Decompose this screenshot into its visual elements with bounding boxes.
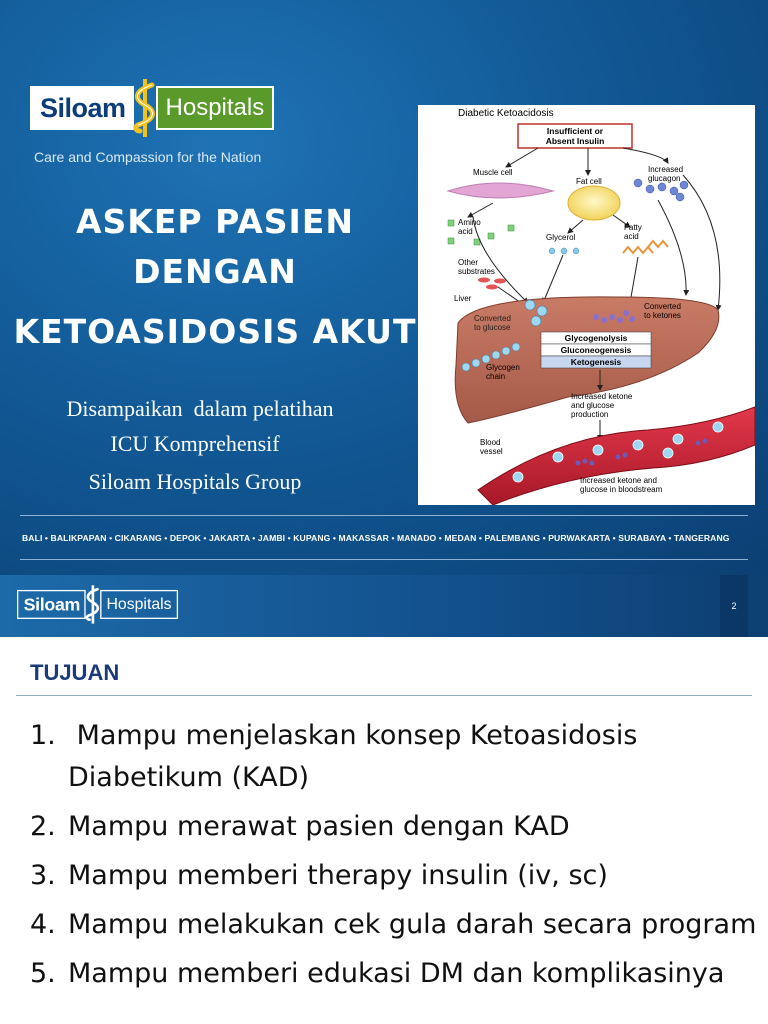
increased-production-label-1: Increased ketone [571, 392, 633, 401]
list-item [30, 806, 768, 848]
list-item [30, 715, 768, 799]
list-item-number: 3. [30, 860, 56, 891]
logo-text-hospitals: Hospitals [156, 86, 275, 130]
blood-vessel-label-2: vessel [480, 447, 503, 456]
objectives-slide [0, 575, 768, 1024]
title-line-2: DENGAN [133, 252, 297, 291]
logo-text-siloam: Siloam [30, 86, 134, 130]
glycerol-molecules [549, 248, 579, 254]
cities-divider-bottom [20, 559, 748, 560]
siloam-logo-small [17, 584, 178, 625]
ketogenesis-label: Ketogenesis [570, 357, 622, 367]
converted-ketones-label-1: Converted [644, 302, 681, 311]
title-line-1: ASKEP PASIEN [76, 202, 354, 241]
blood-vessel-label-1: Blood [480, 438, 501, 447]
fatty-acid-label-2: acid [624, 232, 639, 241]
glucagon-label-1: Increased [648, 165, 684, 174]
converted-ketones-label-2: to ketones [644, 311, 681, 320]
converted-glucose-label-2: to glucose [474, 323, 511, 332]
fat-cell-shape [568, 186, 620, 220]
amino-acid-label-2: acid [458, 227, 473, 236]
glycogenolysis-label: Glycogenolysis [564, 333, 628, 343]
logo-text-hospitals-small: Hospitals [100, 590, 178, 619]
liver-label: Liver [454, 294, 472, 303]
logo-text-siloam-small: Siloam [17, 590, 85, 619]
converted-glucose-label-1: Converted [474, 314, 511, 323]
muscle-cell-label: Muscle cell [473, 168, 513, 177]
title-divider [16, 695, 752, 696]
amino-acid-label-1: Amino [458, 218, 481, 227]
cities-divider-top [20, 515, 748, 516]
list-item-text: Mampu menjelaskan konsep Ketoasidosis Diabetikum (KAD) [68, 720, 647, 793]
glycogen-chain-label-1: Glycogen [486, 363, 520, 372]
list-item [30, 855, 768, 897]
slide-header [0, 575, 768, 637]
glycogen-chain-label-2: chain [486, 372, 506, 381]
list-item-text: Mampu merawat pasien dengan KAD [68, 811, 570, 842]
insulin-box-line-1: Insufficient or [546, 126, 604, 136]
page-number: 2 [720, 575, 748, 637]
diagram-title: Diabetic Ketoacidosis [458, 108, 554, 119]
objectives-list [30, 715, 768, 1002]
caduceus-icon [83, 584, 103, 625]
title-line-3: KETOASIDOSIS AKUT [13, 312, 417, 351]
fatty-acid-chain [623, 241, 668, 253]
insulin-box-line-2: Absent Insulin [545, 136, 605, 146]
list-item-number: 1. [30, 720, 56, 751]
bloodstream-label-2: glucose in bloodstream [580, 485, 663, 494]
increased-production-label-3: production [571, 410, 609, 419]
fatty-acid-label-1: Fatty [624, 223, 642, 232]
caduceus-icon [130, 77, 160, 139]
fat-cell-label: Fat cell [576, 177, 602, 186]
other-substrates-label-1: Other [458, 258, 479, 267]
cities-band [0, 515, 768, 560]
bloodstream-label-1: Increased ketone and [580, 476, 657, 485]
muscle-cell-shape [448, 183, 553, 198]
list-item-number: 5. [30, 958, 56, 989]
gluconeogenesis-label: Gluconeogenesis [560, 345, 632, 355]
subtitle-line-1: Disampaikan dalam pelatihan [66, 396, 334, 421]
list-item-number: 4. [30, 909, 56, 940]
list-item [30, 904, 768, 946]
tagline: Care and Compassion for the Nation [34, 149, 262, 165]
subtitle-line-2: ICU Komprehensif [110, 431, 280, 456]
slide-title: TUJUAN [30, 660, 120, 685]
dka-diagram [418, 105, 755, 505]
other-substrates-label-2: substrates [458, 267, 495, 276]
subtitle-line-3: Siloam Hospitals Group [88, 469, 302, 494]
increased-production-label-2: and glucose [571, 401, 615, 410]
siloam-logo [30, 77, 274, 139]
list-item-text: Mampu memberi edukasi DM dan komplikasinya [68, 958, 725, 989]
cities-list: BALI • BALIKPAPAN • CIKARANG • DEPOK • JAKARTA • JAMBI • KUPANG • MAKASSAR • MANADO • MEDAN • PALEMBANG • PURWAKARTA • SURABAYA • TANGERANG [22, 533, 730, 543]
glucagon-label-2: glucagon [648, 174, 681, 183]
list-item-text: Mampu memberi therapy insulin (iv, sc) [68, 860, 608, 891]
other-substrates-molecules [478, 278, 506, 290]
glycerol-label: Glycerol [546, 233, 576, 242]
list-item-text: Mampu melakukan cek gula darah secara program [68, 909, 757, 940]
list-item [30, 953, 768, 995]
list-item-number: 2. [30, 811, 56, 842]
